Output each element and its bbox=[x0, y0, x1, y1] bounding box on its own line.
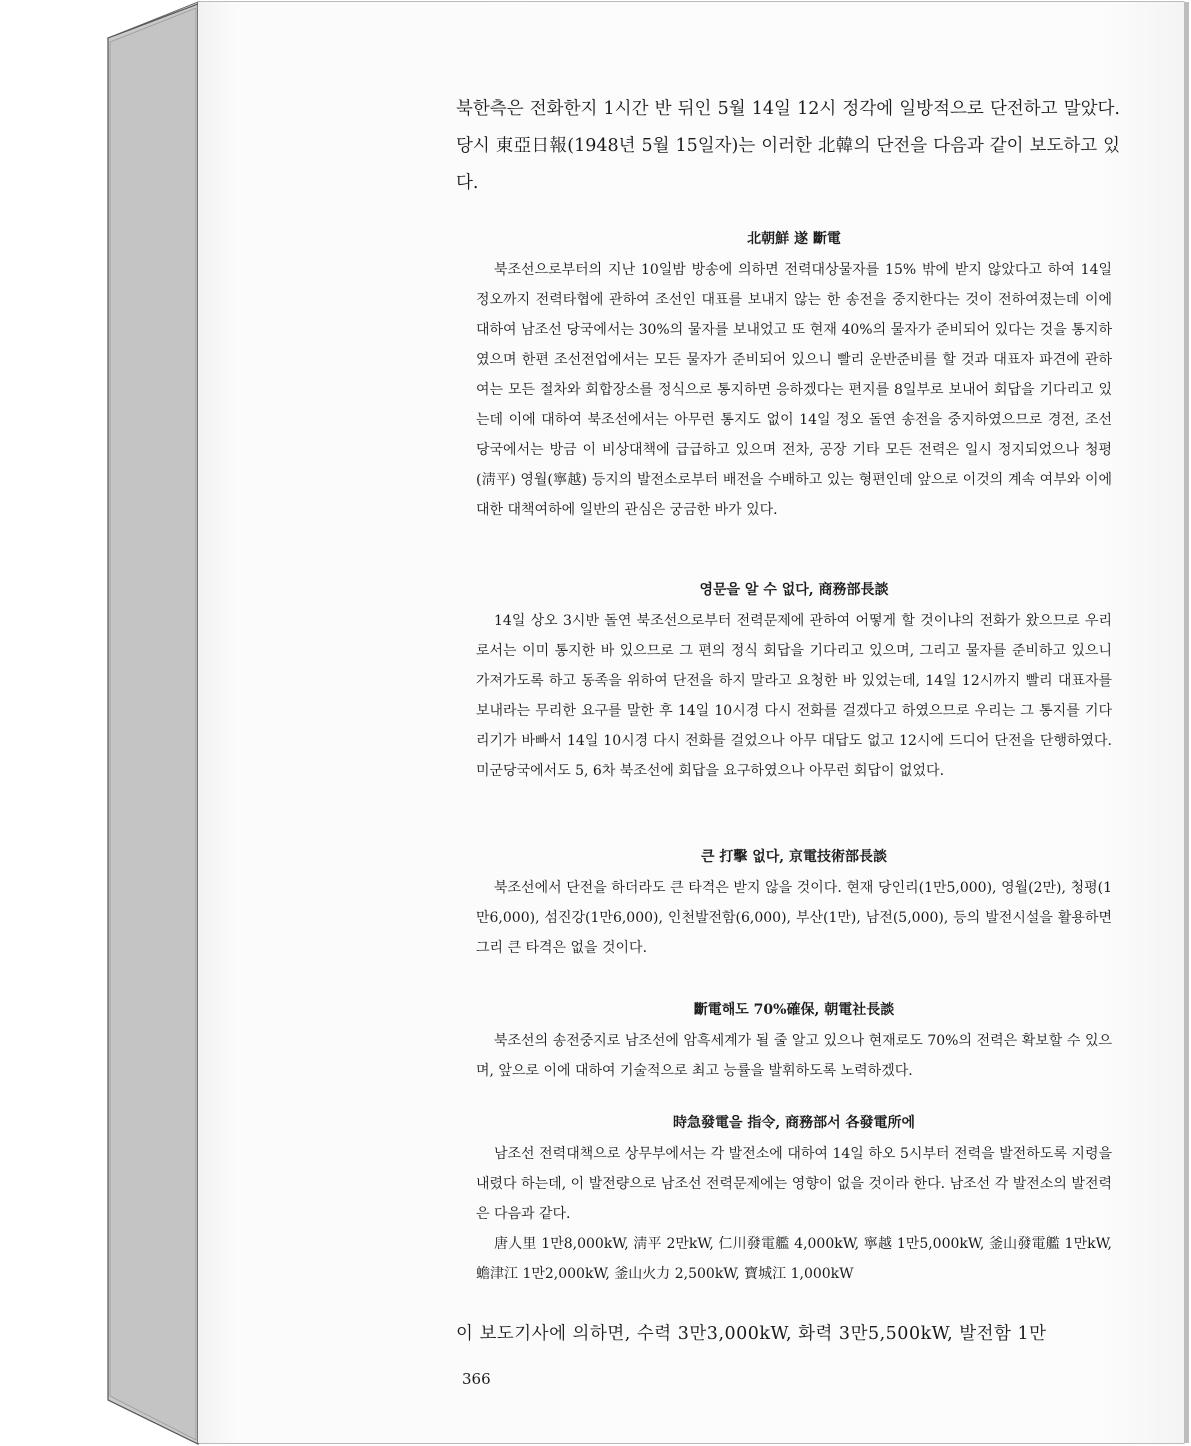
article-section-5 bbox=[476, 1113, 1112, 1289]
section-body: 북조선으로부터의 지난 10일밤 방송에 의하면 전력대상물자를 15% 밖에 받지 않았다고 하여 14일 정오까지 전력타협에 관하여 조선인 대표를 보내지 않는 한 송전을 중지한다는 것이 전하여졌는데 이에 대하여 남조선 당국에서는 30%의 물자를 보내었고 또 현재 40%의 물자가 준비되어 있다는 것을 통지하였으며 한편 조선전업에서는 모든 물자가 준비되어 있으니 빨리 운반준비를 할 것과 대표자 파견에 관하여는 모든 절차와 회합장소를 정식으로 통지하면 응하겠다는 편지를 8일부로 보내어 회답을 기다리고 있는데 이에 대하여 북조선에서는 아무런 통지도 없이 14일 정오 돌연 송전을 중지하였으므로 경전, 조선 당국에서는 방금 이 비상대책에 급급하고 있으며 전차, 공장 기타 모든 전력은 일시 정지되었으나 청평(淸平) 영월(寧越) 등지의 발전소로부터 배전을 수배하고 있는 형편인데 앞으로 이것의 계속 여부와 이에 대한 대책여하에 일반의 관심은 궁금한 바가 있다. bbox=[476, 262, 1112, 518]
section-body: 북조선에서 단전을 하더라도 큰 타격은 받지 않을 것이다. 현재 당인리(1만5,000), 영월(2만), 청평(1만6,000), 섬진강(1만6,000), 인천발전함(6,000), 부산(1만), 남전(5,000), 등의 발전시설을 활용하면 그리 큰 타격은 없을 것이다. bbox=[476, 880, 1112, 956]
page-right-shadow bbox=[1184, 2, 1189, 1443]
article-section-3 bbox=[476, 847, 1112, 963]
closing-line: 이 보도기사에 의하면, 수력 3만3,000kW, 화력 3만5,500kW, 발전함 1만 bbox=[456, 1324, 1047, 1344]
section-body: 남조선 전력대책으로 상무부에서는 각 발전소에 대하여 14일 하오 5시부터 전력을 발전하도록 지령을 내렸다 하는데, 이 발전량으로 남조선 전력문제에는 영향이 없을 것이라 한다. 남조선 각 발전소의 발전력은 다음과 같다. bbox=[476, 1146, 1112, 1222]
section-heading: 큰 打擊 없다, 京電技術部長談 bbox=[700, 849, 888, 865]
section-heading: 영문을 알 수 없다, 商務部長談 bbox=[699, 582, 889, 598]
article-section-2 bbox=[476, 580, 1112, 786]
section-body: 북조선의 송전중지로 남조선에 암흑세계가 될 줄 알고 있으나 현재로도 70%의 전력은 확보할 수 있으며, 앞으로 이에 대하여 기술적으로 최고 능률을 발휘하도록 노력하겠다. bbox=[476, 1033, 1112, 1079]
article-section-1 bbox=[476, 229, 1112, 525]
power-station-list: 唐人里 1만8,000kW, 淸平 2만kW, 仁川發電艦 4,000kW, 寧越 1만5,000kW, 釜山發電艦 1만kW, 蟾津江 1만2,000kW, 釜山火力 2,500kW, 寶城江 1,000kW bbox=[476, 1236, 1112, 1282]
section-body: 14일 상오 3시반 돌연 북조선으로부터 전력문제에 관하여 어떻게 할 것이냐의 전화가 왔으므로 우리로서는 이미 통지한 바 있으므로 그 편의 정식 회답을 기다리고 있으며, 그리고 물자를 준비하고 있으니 가져가도록 하고 동족을 위하여 단전을 하지 말라고 요청한 바 있었는데, 14일 12시까지 빨리 대표자를 보내라는 무리한 요구를 말한 후 14일 10시경 다시 전화를 걸겠다고 하였으므로 우리는 그 통지를 기다리기가 바빠서 14일 10시경 다시 전화를 걸었으나 아무 대답도 없고 12시에 드디어 단전을 단행하였다. 미군당국에서도 5, 6차 북조선에 회답을 요구하였으나 아무런 회답이 없었다. bbox=[476, 613, 1112, 779]
intro-paragraph: 북한측은 전화한지 1시간 반 뒤인 5월 14일 12시 정각에 일방적으로 단전하고 말았다. 당시 東亞日報(1948년 5월 15일자)는 이러한 北韓의 단전을 다음과 같이 보도하고 있다. bbox=[456, 99, 1120, 193]
article-section-4 bbox=[476, 1000, 1112, 1086]
spine-inner-face bbox=[110, 8, 196, 1440]
page-number: 366 bbox=[462, 1370, 491, 1388]
section-heading: 時急發電을 指令, 商務部서 各發電所에 bbox=[672, 1115, 916, 1131]
section-heading: 斷電해도 70%確保, 朝電社長談 bbox=[693, 1002, 895, 1018]
section-heading: 北朝鮮 遂 斷電 bbox=[747, 231, 841, 247]
